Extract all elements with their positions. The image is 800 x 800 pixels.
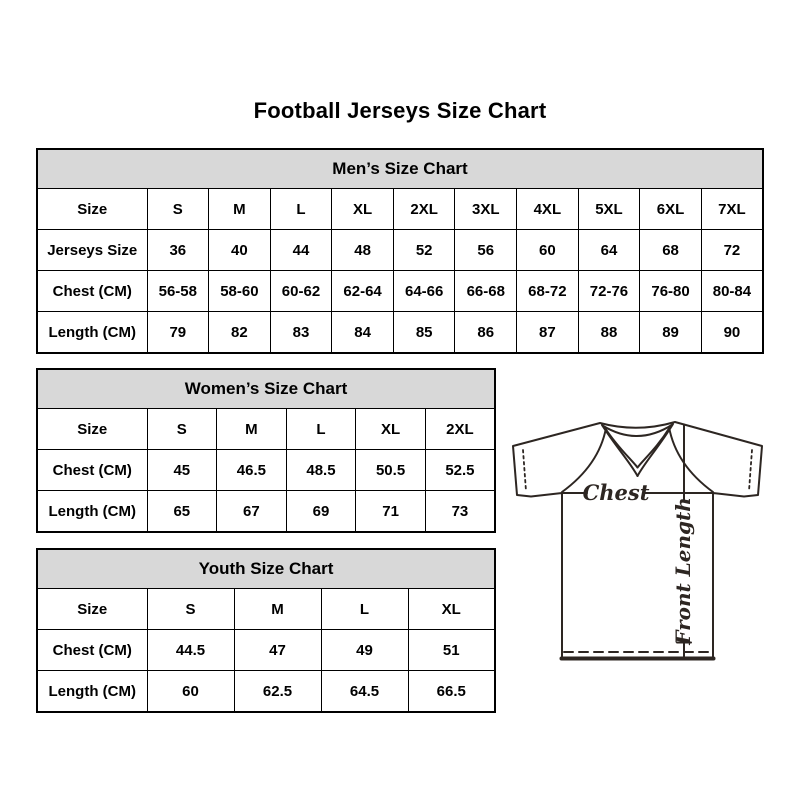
value-cell: 69 (286, 491, 356, 533)
jersey-measurement-diagram (500, 400, 775, 670)
table-row (37, 312, 763, 354)
value-cell: 52 (393, 230, 455, 271)
table-row (37, 491, 495, 533)
value-cell: 71 (356, 491, 426, 533)
value-cell: 49 (321, 630, 408, 671)
value-cell: 56 (455, 230, 517, 271)
value-cell: L (270, 189, 332, 230)
value-cell: 56-58 (147, 271, 209, 312)
value-cell: 79 (147, 312, 209, 354)
right-cuff-stitch-dotted-line (749, 450, 752, 491)
row-label-cell: Size (37, 409, 147, 450)
womens-size-chart-table (36, 368, 496, 533)
value-cell: 87 (517, 312, 579, 354)
value-cell: XL (356, 409, 426, 450)
right-armhole-seam (669, 427, 713, 492)
value-cell: 67 (217, 491, 287, 533)
womens-size-chart-table-header: Women’s Size Chart (37, 369, 495, 409)
value-cell: 62.5 (234, 671, 321, 713)
value-cell: 45 (147, 450, 217, 491)
value-cell: 50.5 (356, 450, 426, 491)
value-cell: 58-60 (209, 271, 271, 312)
value-cell: 89 (640, 312, 702, 354)
value-cell: 4XL (517, 189, 579, 230)
value-cell: 85 (393, 312, 455, 354)
value-cell: 44.5 (147, 630, 234, 671)
value-cell: 3XL (455, 189, 517, 230)
value-cell: 64.5 (321, 671, 408, 713)
value-cell: 66.5 (408, 671, 495, 713)
row-label-cell: Chest (CM) (37, 630, 147, 671)
value-cell: 73 (425, 491, 495, 533)
value-cell: 5XL (578, 189, 640, 230)
value-cell: 46.5 (217, 450, 287, 491)
value-cell: 51 (408, 630, 495, 671)
value-cell: 60-62 (270, 271, 332, 312)
value-cell: 86 (455, 312, 517, 354)
mens-size-chart-table (36, 148, 764, 354)
value-cell: 6XL (640, 189, 702, 230)
value-cell: 72 (701, 230, 763, 271)
row-label-cell: Length (CM) (37, 312, 147, 354)
chest-label: Chest (582, 480, 650, 505)
v-neck-collar (602, 424, 673, 476)
value-cell: 40 (209, 230, 271, 271)
left-cuff-stitch-dotted-line (523, 450, 526, 491)
value-cell: S (147, 189, 209, 230)
table-row (37, 589, 495, 630)
row-label-cell: Length (CM) (37, 671, 147, 713)
value-cell: 80-84 (701, 271, 763, 312)
table-row (37, 671, 495, 713)
value-cell: 62-64 (332, 271, 394, 312)
page-title: Football Jerseys Size Chart (253, 98, 547, 123)
value-cell: XL (332, 189, 394, 230)
value-cell: 44 (270, 230, 332, 271)
row-label-cell: Chest (CM) (37, 450, 147, 491)
jersey-outline (513, 422, 762, 659)
value-cell: 2XL (393, 189, 455, 230)
table-row (37, 271, 763, 312)
table-row (37, 630, 495, 671)
value-cell: 88 (578, 312, 640, 354)
value-cell: L (286, 409, 356, 450)
youth-size-chart-table-header: Youth Size Chart (37, 549, 495, 589)
row-label-cell: Size (37, 189, 147, 230)
value-cell: S (147, 589, 234, 630)
youth-size-chart-table (36, 548, 496, 713)
value-cell: L (321, 589, 408, 630)
value-cell: 48 (332, 230, 394, 271)
value-cell: 68-72 (517, 271, 579, 312)
value-cell: 60 (517, 230, 579, 271)
value-cell: 52.5 (425, 450, 495, 491)
value-cell: 2XL (425, 409, 495, 450)
value-cell: XL (408, 589, 495, 630)
value-cell: M (234, 589, 321, 630)
value-cell: 82 (209, 312, 271, 354)
value-cell: 84 (332, 312, 394, 354)
table-row (37, 230, 763, 271)
value-cell: 72-76 (578, 271, 640, 312)
value-cell: 47 (234, 630, 321, 671)
value-cell: 64-66 (393, 271, 455, 312)
row-label-cell: Length (CM) (37, 491, 147, 533)
value-cell: 90 (701, 312, 763, 354)
value-cell: 66-68 (455, 271, 517, 312)
value-cell: 64 (578, 230, 640, 271)
jersey-sketch-svg (500, 400, 775, 670)
value-cell: 68 (640, 230, 702, 271)
row-label-cell: Size (37, 589, 147, 630)
table-row (37, 189, 763, 230)
row-label-cell: Jerseys Size (37, 230, 147, 271)
value-cell: M (217, 409, 287, 450)
value-cell: 65 (147, 491, 217, 533)
value-cell: 36 (147, 230, 209, 271)
value-cell: S (147, 409, 217, 450)
value-cell: 76-80 (640, 271, 702, 312)
value-cell: 48.5 (286, 450, 356, 491)
value-cell: 83 (270, 312, 332, 354)
value-cell: M (209, 189, 271, 230)
table-row (37, 409, 495, 450)
front-length-label: Front Length (671, 497, 695, 645)
row-label-cell: Chest (CM) (37, 271, 147, 312)
mens-size-chart-table-header: Men’s Size Chart (37, 149, 763, 189)
value-cell: 7XL (701, 189, 763, 230)
table-row (37, 450, 495, 491)
value-cell: 60 (147, 671, 234, 713)
